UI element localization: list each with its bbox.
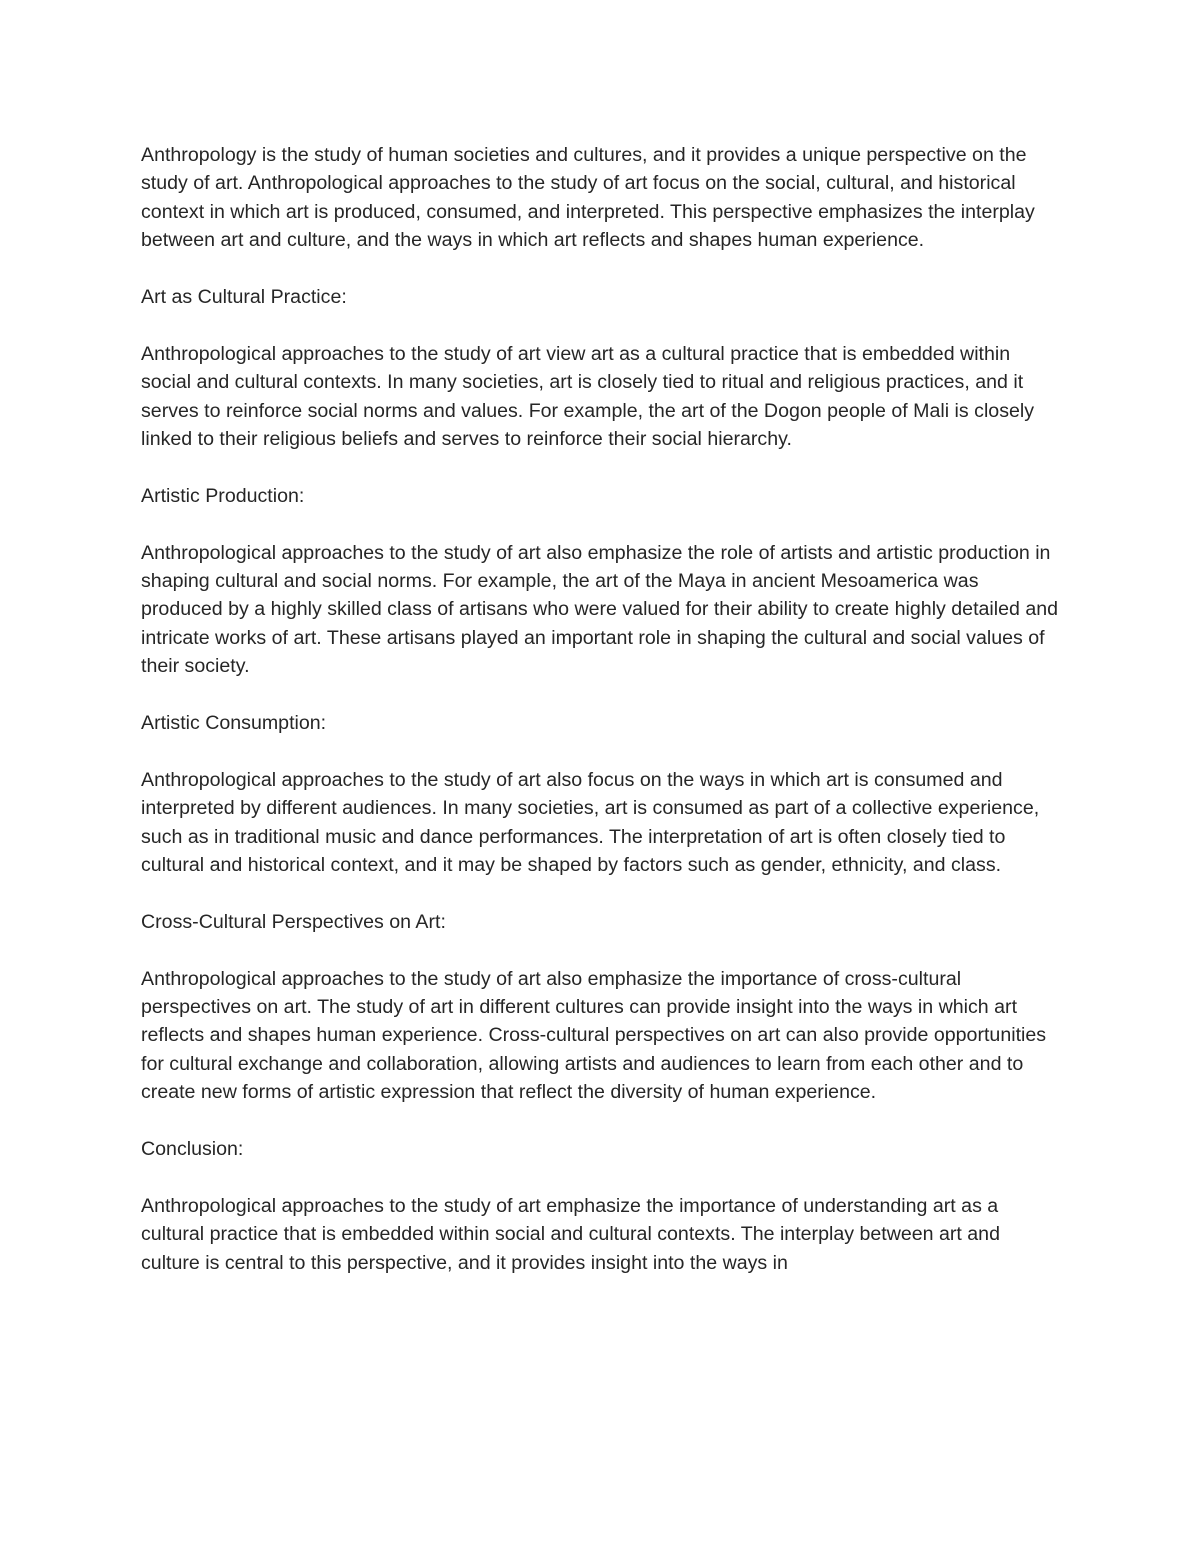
section-paragraph-artistic-production: Anthropological approaches to the study of art also emphasize the role of artists and artistic production in shaping cultural and social norms. For example, the art of the Maya in ancient Mesoamerica was produced by a highly skilled class of artisans who were valued for their ability to create highly detailed and intricate works of art. These artisans played an important role in shaping the cultural and social values of their society. — [141, 541, 1059, 678]
section-paragraph-cultural-practice: Anthropological approaches to the study of art view art as a cultural practice that is embedded within social and cultural contexts. In many societies, art is closely tied to ritual and religious practices, and it serves to reinforce social norms and values. For example, the art of the Dogon people of Mali is closely linked to their religious beliefs and serves to reinforce their social hierarchy. — [141, 342, 1035, 451]
document-body — [141, 141, 1061, 1305]
section-heading-conclusion: Conclusion: — [141, 1138, 244, 1161]
section-heading-cultural-practice: Art as Cultural Practice: — [141, 286, 347, 309]
section-paragraph-artistic-consumption: Anthropological approaches to the study of art also focus on the ways in which art is consumed and interpreted by different audiences. In many societies, art is consumed as part of a collective experience, such as in traditional music and dance performances. The interpretation of art is often closely tied to cultural and historical context, and it may be shaped by factors such as gender, ethnicity, and class. — [141, 768, 1040, 877]
intro-paragraph: Anthropology is the study of human societies and cultures, and it provides a unique perspective on the study of art. Anthropological approaches to the study of art focus on the social, cultural, and historical context in which art is produced, consumed, and interpreted. This perspective emphasizes the interplay between art and culture, and the ways in which art reflects and shapes human experience. — [141, 144, 1035, 252]
section-heading-artistic-production: Artistic Production: — [141, 484, 305, 507]
section-heading-artistic-consumption: Artistic Consumption: — [141, 712, 327, 735]
section-paragraph-conclusion: Anthropological approaches to the study of art emphasize the importance of understanding art as a cultural practice that is embedded within social and cultural contexts. The interplay between art and culture is central to this perspective, and it provides insight into the ways in — [141, 1194, 1000, 1274]
section-heading-cross-cultural: Cross-Cultural Perspectives on Art: — [141, 910, 446, 933]
section-paragraph-cross-cultural: Anthropological approaches to the study of art also emphasize the importance of cross-cultural perspectives on art. The study of art in different cultures can provide insight into the ways in which art reflects and shapes human experience. Cross-cultural perspectives on art can also provide opportunities for cultural exchange and collaboration, allowing artists and audiences to learn from each other and to create new forms of artistic expression that reflect the diversity of human experience. — [141, 967, 1047, 1104]
